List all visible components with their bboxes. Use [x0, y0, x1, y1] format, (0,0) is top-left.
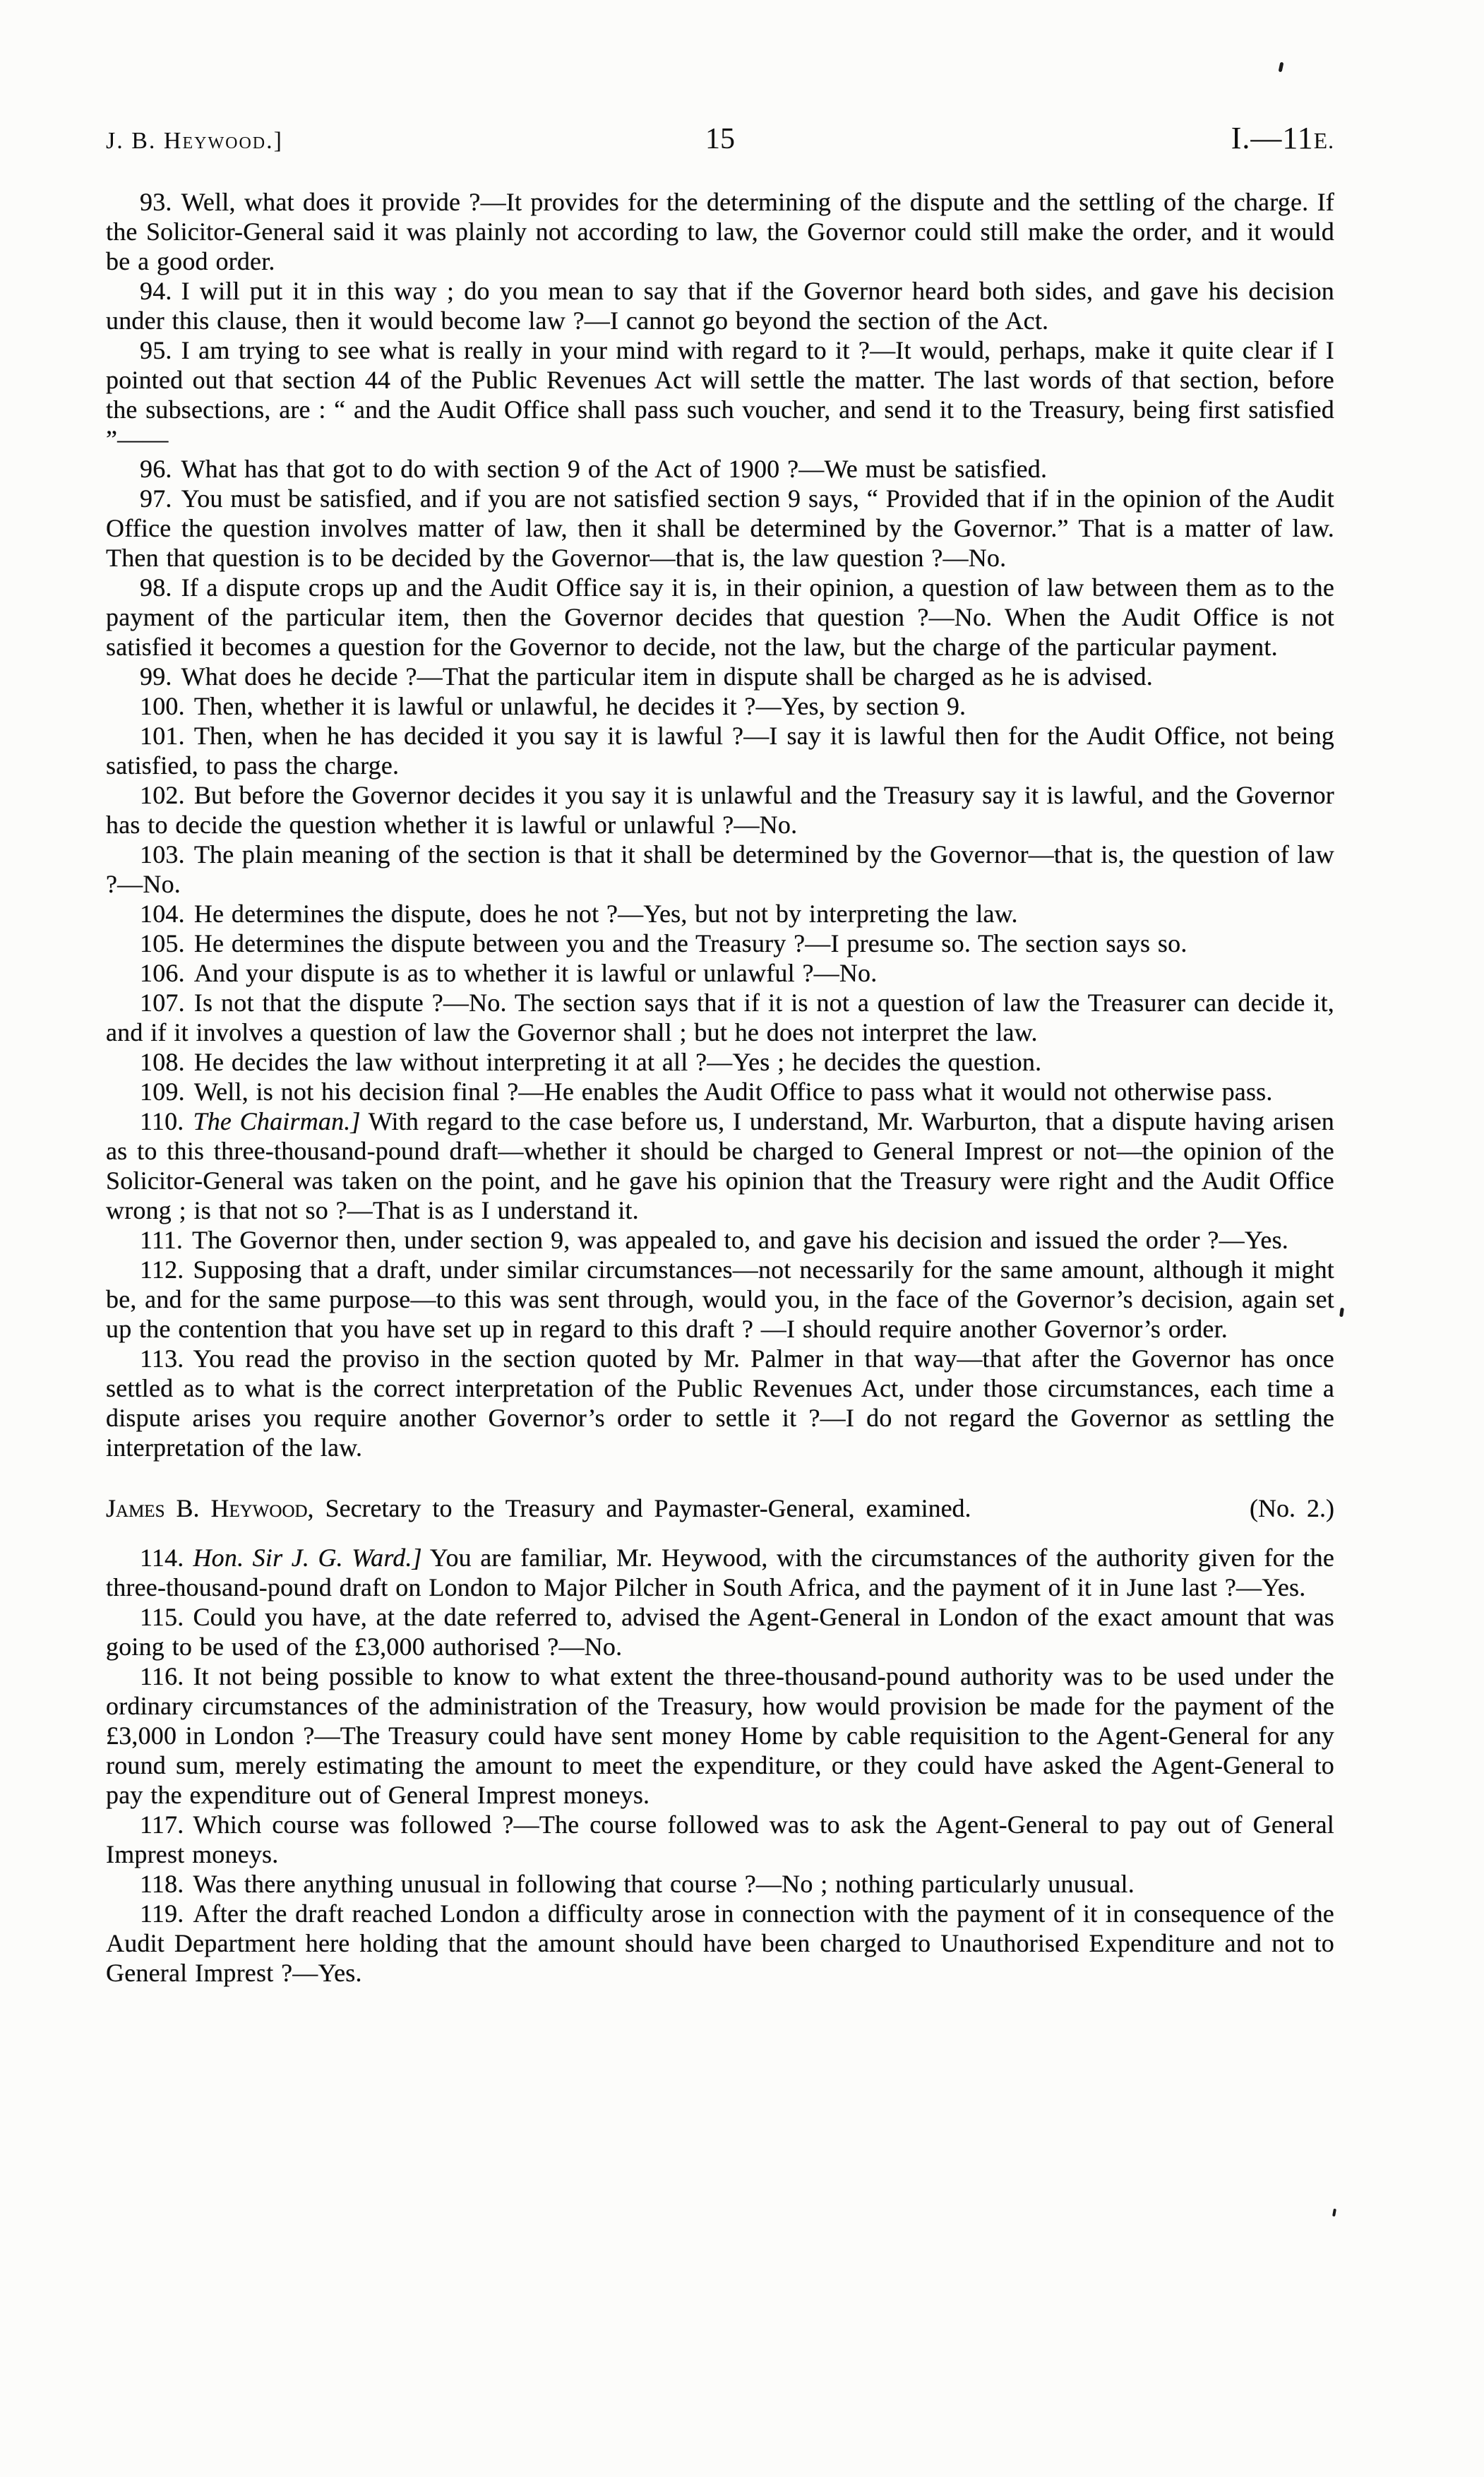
- qa-paragraph: [106, 1077, 1334, 1106]
- question-number: 100.: [140, 692, 185, 720]
- running-header: [106, 117, 1334, 156]
- question-answer-text: After the draft reached London a difficulty arose in connection with the payment of it in consequence of the Audit Department here holding that the amount should have been charged to Unauthorised Expenditure and not to General Imprest ?—Yes.: [106, 1899, 1334, 1987]
- question-answer-text: It not being possible to know to what extent the three-thousand-pound authority was to be used under the ordinary circumstances of the administration of the Treasury, how would provision be made for the payment of the £3,000 in London ?—The Treasury could have sent money Home by cable requisition to the Agent-General for any round sum, merely estimating the amount to meet the expenditure, or they could have asked the Agent-General to pay the expenditure out of General Imprest moneys.: [106, 1662, 1334, 1809]
- witness-heading-text: [106, 1493, 971, 1523]
- witness-running-title: J. B. Heywood.]: [106, 128, 283, 154]
- qa-paragraph: [106, 1344, 1334, 1462]
- question-answer-text: Then, whether it is lawful or unlawful, he decides it ?—Yes, by section 9.: [193, 692, 967, 720]
- question-answer-text: You read the proviso in the section quoted by Mr. Palmer in that way—that after the Governor has once settled as to what is the correct interpretation of the Public Revenues Act, under those circumstances, each time a dispute arises you require another Governor’s order to settle it ?—I do not regard the Governor as settling the interpretation of the law.: [106, 1344, 1334, 1462]
- paper-reference-suffix: E.: [1313, 129, 1334, 153]
- qa-paragraph: [106, 1543, 1334, 1602]
- scan-speck: [1339, 1308, 1344, 1318]
- examination-section-2: [106, 1543, 1334, 1988]
- witness-heading: [106, 1493, 1334, 1523]
- question-number: 97.: [140, 484, 172, 513]
- qa-paragraph: [106, 1661, 1334, 1810]
- question-answer-text: Supposing that a draft, under similar circumstances—not necessarily for the same amount, although it might be, and for the same purpose—to this was sent through, would you, in the face of the Governor’s decision, again set up the contention that you have set up in regard to this draft ? —I should require another Governor’s order.: [106, 1255, 1334, 1343]
- question-number: 95.: [140, 336, 172, 364]
- page-number: 15: [705, 123, 735, 155]
- question-number: 94.: [140, 277, 172, 305]
- question-answer-text: I will put it in this way ; do you mean to say that if the Governor heard both sides, and gave his decision under this clause, then it would become law ?—I cannot go beyond the section of the Act.: [106, 277, 1334, 335]
- qa-paragraph: [106, 1106, 1334, 1225]
- page-content: [106, 117, 1334, 1988]
- question-number: 118.: [140, 1870, 184, 1898]
- question-answer-text: Well, what does it provide ?—It provides for the determining of the dispute and the settling of the charge. If the Solicitor-General said it was plainly not according to law, the Governor could still make the order, and it would be a good order.: [106, 188, 1334, 275]
- question-number: 104.: [140, 900, 185, 928]
- question-answer-text: The Governor then, under section 9, was appealed to, and gave his decision and issued the order ?—Yes.: [192, 1226, 1288, 1254]
- paper-reference-number: [1231, 120, 1334, 156]
- qa-paragraph: [106, 187, 1334, 276]
- qa-paragraph: [106, 454, 1334, 484]
- question-number: 101.: [140, 722, 185, 750]
- question-number: 117.: [140, 1810, 184, 1839]
- question-answer-text: Which course was followed ?—The course followed was to ask the Agent-General to pay out of General Imprest moneys.: [106, 1810, 1334, 1868]
- qa-paragraph: [106, 662, 1334, 691]
- question-number: 99.: [140, 662, 172, 691]
- qa-paragraph: [106, 721, 1334, 780]
- qa-paragraph: [106, 958, 1334, 988]
- question-answer-text: Could you have, at the date referred to, advised the Agent-General in London of the exact amount that was going to be used of the £3,000 authorised ?—No.: [106, 1603, 1334, 1661]
- question-number: 93.: [140, 188, 172, 216]
- qa-paragraph: [106, 276, 1334, 335]
- question-number: 106.: [140, 959, 185, 987]
- question-answer-text: Is not that the dispute ?—No. The section says that if it is not a question of law the Treasurer can decide it, and if it involves a question of law the Governor shall ; but he does not interpret the law.: [106, 989, 1334, 1046]
- question-number: 110.: [140, 1107, 184, 1135]
- qa-paragraph: [106, 780, 1334, 840]
- qa-paragraph: [106, 988, 1334, 1047]
- qa-paragraph: [106, 840, 1334, 899]
- question-number: 109.: [140, 1078, 185, 1106]
- question-answer-text: With regard to the case before us, I understand, Mr. Warburton, that a dispute having arisen as to this three-thousand-pound draft—whether it should be charged to General Imprest or not—the opinion of the Solicitor-General was taken on the point, and he gave his opinion that the Treasury were right and the Audit Office wrong ; is that not so ?—That is as I understand it.: [106, 1107, 1334, 1224]
- qa-paragraph: [106, 1869, 1334, 1899]
- question-answer-text: What has that got to do with section 9 of the Act of 1900 ?—We must be satisfied.: [181, 455, 1048, 483]
- question-answer-text: He decides the law without interpreting it at all ?—Yes ; he decides the question.: [193, 1048, 1042, 1076]
- question-number: 116.: [140, 1662, 184, 1690]
- qa-paragraph: [106, 1225, 1334, 1255]
- scan-speck: [1279, 62, 1284, 73]
- question-answer-text: Well, is not his decision final ?—He enables the Audit Office to pass what it would not otherwise pass.: [193, 1078, 1273, 1106]
- question-number: 103.: [140, 840, 185, 869]
- question-number: 111.: [140, 1226, 184, 1254]
- question-number: 108.: [140, 1048, 185, 1076]
- witness-name: James B. Heywood,: [106, 1494, 314, 1522]
- question-number: 107.: [140, 989, 185, 1017]
- question-answer-text: What does he decide ?—That the particular item in dispute shall be charged as he is advised.: [181, 662, 1153, 691]
- question-answer-text: He determines the dispute, does he not ?—Yes, but not by interpreting the law.: [193, 900, 1018, 928]
- question-answer-text: You must be satisfied, and if you are not satisfied section 9 says, “ Provided that if in the opinion of the Audit Office the question involves matter of law, then it shall be determined by the Governor.” That is a matter of law. Then that question is to be decided by the Governor—that is, the law question ?—No.: [106, 484, 1334, 572]
- question-answer-text: If a dispute crops up and the Audit Office say it is, in their opinion, a question of law between them as to the payment of the particular item, then the Governor decides that question ?—No. When the Audit Office is not satisfied it becomes a question for the Governor to decide, not the law, but the charge of the particular payment.: [106, 573, 1334, 661]
- question-number: 113.: [140, 1344, 184, 1373]
- question-answer-text: But before the Governor decides it you say it is unlawful and the Treasury say it is lawful, and the Governor has to decide the question whether it is lawful or unlawful ?—No.: [106, 781, 1334, 839]
- qa-paragraph: [106, 1047, 1334, 1077]
- question-number: 105.: [140, 929, 185, 957]
- qa-paragraph: [106, 1810, 1334, 1869]
- question-answer-text: And your dispute is as to whether it is lawful or unlawful ?—No.: [193, 959, 878, 987]
- qa-paragraph: [106, 484, 1334, 573]
- question-number: 102.: [140, 781, 185, 809]
- question-answer-text: I am trying to see what is really in your mind with regard to it ?—It would, perhaps, make it quite clear if I pointed out that section 44 of the Public Revenues Act will settle the matter. The last words of that section, before the subsections, are : “ and the Audit Office shall pass such voucher, and send it to the Treasury, being first satisfied ”——: [106, 336, 1334, 453]
- question-answer-text: Was there anything unusual in following that course ?—No ; nothing particularly unusual.: [193, 1870, 1135, 1898]
- witness-title: Secretary to the Treasury and Paymaster-General, examined.: [325, 1494, 971, 1522]
- qa-paragraph: [106, 1602, 1334, 1661]
- question-number: 115.: [140, 1603, 184, 1631]
- question-answer-text: You are familiar, Mr. Heywood, with the circumstances of the authority given for the three-thousand-pound draft on London to Major Pilcher in South Africa, and the payment of it in June last ?—Yes.: [106, 1544, 1334, 1601]
- qa-paragraph: [106, 929, 1334, 958]
- speaker-name: The Chairman.]: [193, 1107, 361, 1135]
- paper-reference-main: I.—11: [1231, 121, 1314, 155]
- qa-paragraph: [106, 1255, 1334, 1344]
- question-number: 112.: [140, 1255, 184, 1284]
- qa-paragraph: [106, 1899, 1334, 1988]
- qa-paragraph: [106, 335, 1334, 454]
- question-number: 119.: [140, 1899, 184, 1928]
- witness-number: (No. 2.): [1250, 1494, 1334, 1522]
- question-answer-text: Then, when he has decided it you say it is lawful ?—I say it is lawful then for the Audit Office, not being satisfied, to pass the charge.: [106, 722, 1334, 780]
- question-number: 114.: [140, 1544, 184, 1572]
- examination-section-1: [106, 187, 1334, 1462]
- question-number: 98.: [140, 573, 172, 602]
- question-answer-text: He determines the dispute between you and the Treasury ?—I presume so. The section says so.: [193, 929, 1187, 957]
- speaker-name: Hon. Sir J. G. Ward.]: [193, 1544, 422, 1572]
- question-number: 96.: [140, 455, 172, 483]
- qa-paragraph: [106, 899, 1334, 929]
- scan-speck: [1332, 2209, 1336, 2217]
- qa-paragraph: [106, 691, 1334, 721]
- qa-paragraph: [106, 573, 1334, 662]
- question-answer-text: The plain meaning of the section is that it shall be determined by the Governor—that is, the question of law ?—No.: [106, 840, 1334, 898]
